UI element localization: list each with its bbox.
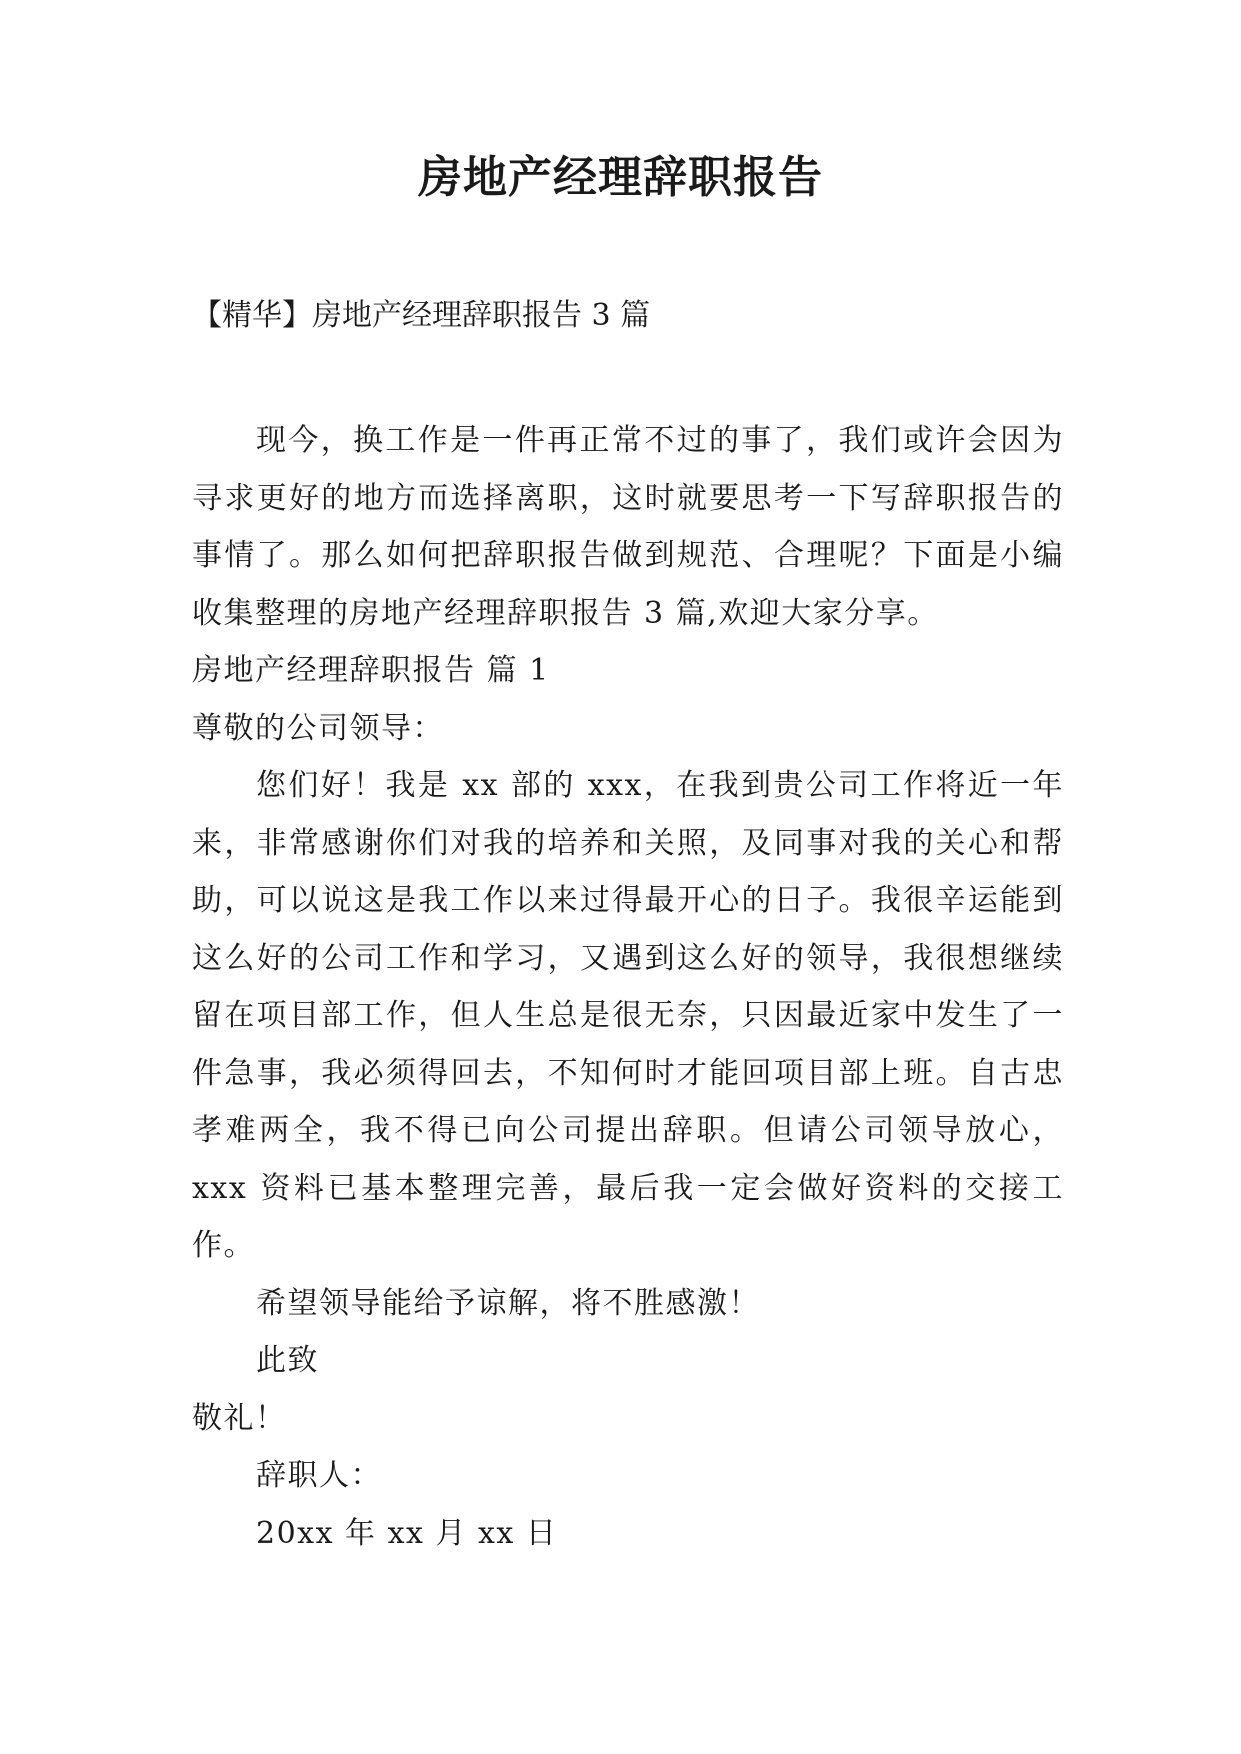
document-title: 房地产经理辞职报告: [418, 152, 823, 203]
salutation: 尊敬的公司领导：: [192, 710, 444, 746]
body-paragraph-1: 您们好！我是 xx 部的 xxx，在我到贵公司工作将近一年来，非常感谢你们对我的培养和关照，及同事对我的关心和帮助，可以说这是我工作以来过得最开心的日子。我很辛运能到这么好的公司工作和学习，又遇到这么好的领导，我很想继续留在项目部工作，但人生总是很无奈，只因最近家中发生了一件急事，我必须得回去，不知何时才能回项目部上班。自古忠孝难两全，我不得已向公司提出辞职。但请公司领导放心，xxx 资料已基本整理完善，最后我一定会做好资料的交接工作。: [192, 768, 1064, 1263]
signature-label: 辞职人：: [256, 1458, 382, 1493]
document-body: [192, 412, 1064, 1562]
section-heading: 房地产经理辞职报告 篇 1: [192, 653, 550, 688]
body-paragraph-2: 希望领导能给予谅解，将不胜感激！: [256, 1285, 760, 1321]
closing-line-1: 此致: [256, 1343, 319, 1378]
closing-line-2: 敬礼！: [192, 1400, 287, 1436]
intro-paragraph: 现今，换工作是一件再正常不过的事了，我们或许会因为寻求更好的地方而选择离职，这时就要思考一下写辞职报告的事情了。那么如何把辞职报告做到规范、合理呢？下面是小编收集整理的房地产经理辞职报告 3 篇,欢迎大家分享。: [192, 423, 1064, 631]
signature-date: 20xx 年 xx 月 xx 日: [256, 1515, 558, 1551]
document-subtitle: 【精华】房地产经理辞职报告 3 篇: [192, 298, 651, 333]
